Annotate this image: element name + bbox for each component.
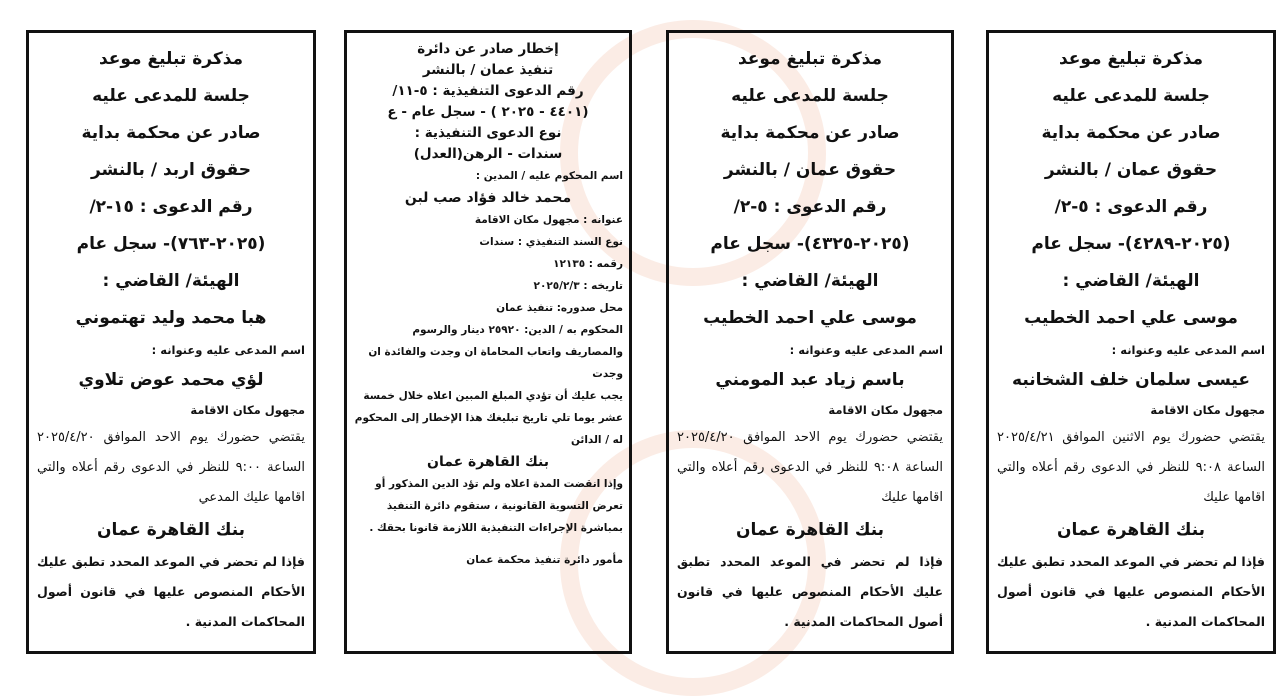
case-register: (٤٤٠١ - ٢٠٢٥ ) - سجل عام - ع	[387, 104, 589, 120]
judge-label: الهيئة/ القاضي :	[1062, 271, 1200, 291]
plaintiff-name: بنك القاهرة عمان	[96, 520, 246, 540]
judge-name: هبا محمد وليد تهتموني	[75, 308, 267, 328]
plaintiff-name: بنك القاهرة عمان	[735, 520, 885, 540]
judge-name: موسى علي احمد الخطيب	[1024, 308, 1238, 328]
notice-title: مذكرة تبليغ موعد	[1058, 49, 1204, 69]
detail-line: محل صدوره: تنفيذ عمان	[496, 302, 623, 314]
notice-heading-line: صادر عن محكمة بداية	[720, 123, 900, 143]
defendant-name: عيسى سلمان خلف الشخانبه	[1012, 370, 1250, 390]
notice-heading-line: صادر عن محكمة بداية	[1041, 123, 1221, 143]
defendant-label: اسم المدعى عليه وعنوانه :	[1111, 343, 1265, 357]
court-notice-2	[666, 30, 954, 654]
judge-label: الهيئة/ القاضي :	[741, 271, 879, 291]
notice-footer: فإذا لم تحضر في الموعد المحدد تطبق عليك الأحكام المنصوص عليها في قانون أصول المحاكمات المدنية .	[677, 554, 943, 629]
notice-heading-line: جلسة للمدعى عليه	[731, 86, 889, 106]
case-number: رقم الدعوى : ٥-٢/	[1054, 197, 1208, 217]
notice-heading-line: صادر عن محكمة بداية	[81, 123, 261, 143]
notice-heading-line: جلسة للمدعى عليه	[1052, 86, 1210, 106]
debtor-label: اسم المحكوم عليه / المدين :	[475, 170, 623, 182]
signature: مأمور دائرة تنفيذ محكمة عمان	[466, 554, 623, 566]
plaintiff-name: بنك القاهرة عمان	[1056, 520, 1206, 540]
detail-line: رقمه : ١٢١٣٥	[553, 258, 623, 270]
residence-text: مجهول مكان الاقامة	[190, 403, 305, 417]
residence-text: مجهول مكان الاقامة	[1150, 403, 1265, 417]
creditor-name: بنك القاهرة عمان	[427, 454, 549, 470]
defendant-name: لؤي محمد عوض تلاوي	[78, 370, 264, 390]
residence-text: مجهول مكان الاقامة	[828, 403, 943, 417]
case-type-label: نوع الدعوى التنفيذية :	[414, 125, 562, 141]
court-notice-1	[986, 30, 1276, 654]
detail-line: يجب عليك أن تؤدي المبلغ المبين اعلاه خلال خمسة عشر يوما تلي تاريخ تبليغك هذا الإخطار إلى المحكوم له / الدائن	[354, 390, 623, 446]
summons-body: يقتضي حضورك يوم الاثنين الموافق ٢٠٢٥/٤/٢١ الساعة ٩:٠٨ للنظر في الدعوى رقم أعلاه والتي اقامها عليك	[997, 430, 1265, 505]
court-notice-3	[26, 30, 316, 654]
notice-heading-line: حقوق اربد / بالنشر	[90, 160, 252, 180]
notice-heading-line: جلسة للمدعى عليه	[92, 86, 250, 106]
notice-footer: فإذا لم تحضر في الموعد المحدد تطبق عليك الأحكام المنصوص عليها في قانون أصول المحاكمات المدنية .	[997, 554, 1265, 629]
debtor-name: محمد خالد فؤاد صب لبن	[404, 190, 572, 206]
judge-label: الهيئة/ القاضي :	[102, 271, 240, 291]
notice-heading-line: حقوق عمان / بالنشر	[1044, 160, 1218, 180]
judge-name: موسى علي احمد الخطيب	[703, 308, 917, 328]
case-register: (٢٠٢٥-٤٢٨٩)- سجل عام	[1031, 234, 1231, 254]
notice-title: مذكرة تبليغ موعد	[737, 49, 883, 69]
case-register: (٢٠٢٥-٧٦٣)- سجل عام	[76, 234, 266, 254]
defendant-label: اسم المدعى عليه وعنوانه :	[151, 343, 305, 357]
case-number: رقم الدعوى التنفيذية : ٥-١١/	[392, 83, 584, 99]
defendant-name: باسم زياد عبد المومني	[715, 370, 905, 390]
notice-title: إخطار صادر عن دائرة	[417, 41, 559, 57]
execution-notice	[344, 30, 632, 654]
notice-heading-line: تنفيذ عمان / بالنشر	[422, 62, 554, 78]
detail-line: نوع السند التنفيذي : سندات	[479, 236, 623, 248]
case-number: رقم الدعوى : ١٥-٢/	[89, 197, 253, 217]
detail-line: المحكوم به / الدين: ٢٥٩٢٠ دينار والرسوم والمصاريف واتعاب المحاماة ان وجدت والفائدة ان وجدت	[368, 324, 623, 380]
summons-body: يقتضي حضورك يوم الاحد الموافق ٢٠٢٥/٤/٢٠ الساعة ٩:٠٨ للنظر في الدعوى رقم أعلاه والتي اقامها عليك	[677, 430, 943, 505]
notice-footer: فإذا لم تحضر في الموعد المحدد تطبق عليك الأحكام المنصوص عليها في قانون أصول المحاكمات المدنية .	[37, 554, 305, 629]
summons-body: يقتضي حضورك يوم الاحد الموافق ٢٠٢٥/٤/٢٠ الساعة ٩:٠٠ للنظر في الدعوى رقم أعلاه والتي اقامها عليك المدعي	[37, 430, 305, 505]
detail-line: عنوانه : مجهول مكان الاقامة	[474, 214, 623, 226]
defendant-label: اسم المدعى عليه وعنوانه :	[789, 343, 943, 357]
case-number: رقم الدعوى : ٥-٢/	[733, 197, 887, 217]
case-type: سندات - الرهن(العدل)	[413, 146, 563, 162]
detail-line: تاريخه : ٢٠٢٥/٢/٣	[533, 280, 623, 292]
case-register: (٢٠٢٥-٤٣٢٥)- سجل عام	[710, 234, 910, 254]
notice-heading-line: حقوق عمان / بالنشر	[723, 160, 897, 180]
closing-text: وإذا انقضت المدة اعلاه ولم تؤد الدين المذكور أو تعرض التسوية القانونية ، ستقوم دائرة التنفيذ بمباشرة الإجراءات التنفيذية اللازمة قانونا بحقك .	[369, 478, 623, 534]
notice-title: مذكرة تبليغ موعد	[98, 49, 244, 69]
